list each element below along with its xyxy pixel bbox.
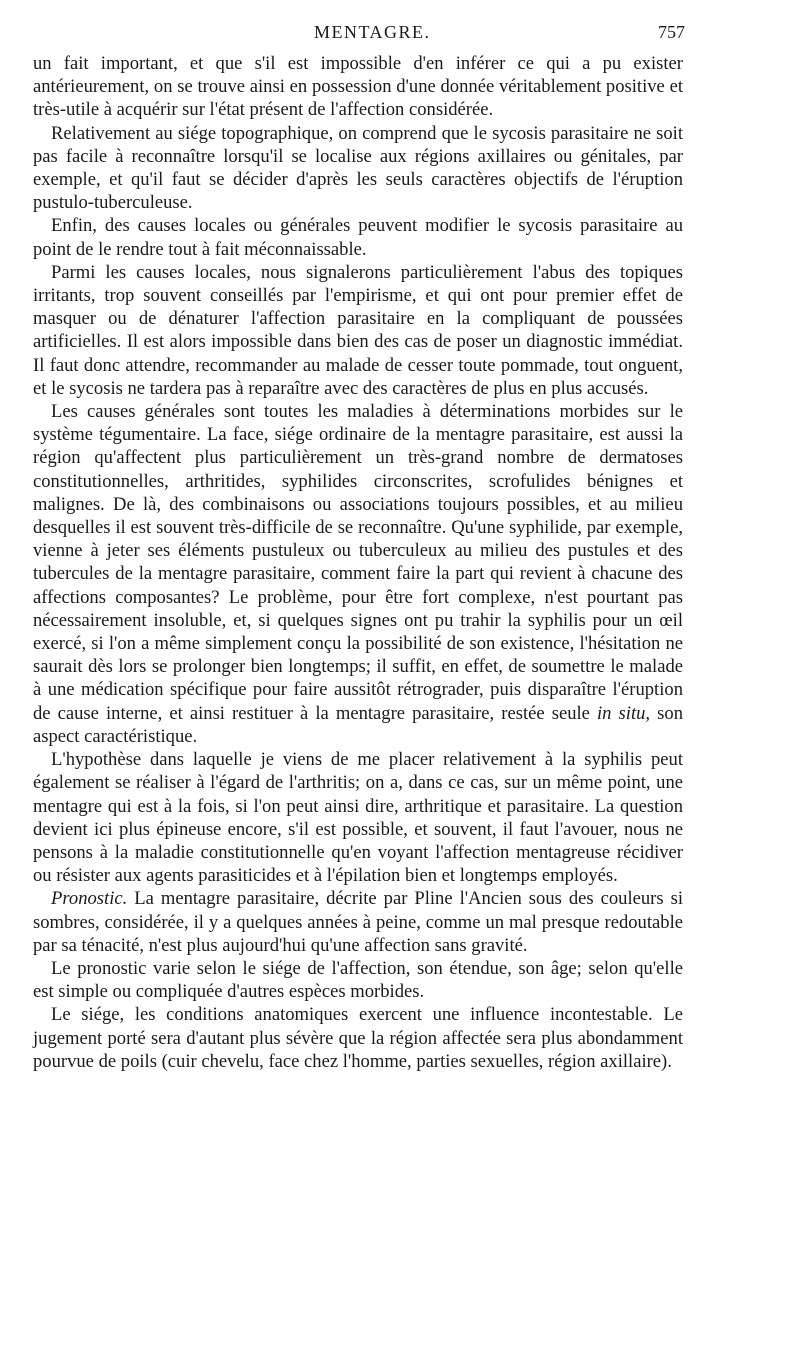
- paragraph-2: Relativement au siége topographique, on comprend que le sycosis parasitaire ne soit pas facile à reconnaître lorsqu'il se localise aux régions axillaires ou génitales, par exemple, et qu'il faut se décider d'après les seuls caractères objectifs de l'éruption pustulo-tuberculeuse.: [33, 122, 683, 214]
- paragraph-5-text-b: son aspect caractéristique.: [33, 702, 684, 747]
- page-header: [33, 22, 683, 52]
- running-title: MENTAGRE.: [314, 22, 431, 42]
- paragraph-5-italic: in situ,: [597, 702, 651, 724]
- body-text: [33, 52, 683, 1073]
- paragraph-3: Enfin, des causes locales ou générales peuvent modifier le sycosis parasitaire au point de le rendre tout à fait méconnaissable.: [33, 215, 683, 260]
- paragraph-8: Le pronostic varie selon le siége de l'affection, son étendue, son âge; selon qu'elle est simple ou compliquée d'autres espèces morbides.: [33, 957, 683, 1003]
- paragraph-7: [33, 887, 683, 957]
- paragraph-6: L'hypothèse dans laquelle je viens de me placer relativement à la syphilis peut également se réaliser à l'égard de l'arthritis; on a, dans ce cas, sur un même point, une mentagre qui est à la fois, si l'on peut ainsi dire, arthritique et parasitaire. La question devient ici plus épineuse encore, s'il est possible, et souvent, il faut l'avouer, nous ne pensons à la maladie constitutionnelle qu'en voyant l'affection mentagreuse récidiver ou résister aux agents parasiticides et à l'épilation bien et longtemps employés.: [33, 749, 683, 887]
- paragraph-1: un fait important, et que s'il est impossible d'en inférer ce qui a pu exister antérieurement, on se trouve ainsi en possession d'une donnée véritablement positive et très-utile à acquérir sur l'état présent de l'affection considérée.: [33, 53, 683, 121]
- section-heading-pronostic: Pronostic.: [51, 888, 128, 910]
- paragraph-4: Parmi les causes locales, nous signalerons particulièrement l'abus des topiques irritants, trop souvent conseillés par l'empirisme, et qui ont pour premier effet de masquer ou de dénaturer l'affection parasitaire en la compliquant de poussées artificielles. Il est alors impossible dans bien des cas de poser un diagnostic immédiat. Il faut donc attendre, recommander au malade de cesser toute pommade, tout onguent, et le sycosis ne tardera pas à reparaître avec des caractères de plus en plus accusés.: [33, 261, 683, 399]
- book-page: [33, 22, 683, 1073]
- paragraph-7-text: La mentagre parasitaire, décrite par Pline l'Ancien sous des couleurs si sombres, considérée, il y a quelques années à peine, comme un mal presque redoutable par sa ténacité, n'est plus aujourd'hui qu'une affection sans gravité.: [33, 888, 683, 956]
- page-number: 757: [658, 22, 685, 42]
- paragraph-5: [33, 400, 683, 748]
- paragraph-9: Le siége, les conditions anatomiques exercent une influence incontestable. Le jugement porté sera d'autant plus sévère que la région affectée sera plus abondamment pourvue de poils (cuir chevelu, face chez l'homme, parties sexuelles, région axillaire).: [33, 1004, 683, 1072]
- paragraph-5-text-a: Les causes générales sont toutes les maladies à déterminations morbides sur le système tégumentaire. La face, siége ordinaire de la mentagre parasitaire, est aussi la région qu'affectent plus particulièrement un très-grand nombre de dermatoses constitutionnelles, arthritides, syphilides circonscrites, scrofulides bénignes et malignes. De là, des combinaisons ou associations toujours possibles, et au milieu desquelles il est souvent très-difficile de se reconnaître. Qu'une syphilide, par exemple, vienne à jeter ses éléments pustuleux ou tuberculeux au milieu des pustules et des tubercules de la mentagre parasitaire, comment faire la part qui revient à chacune des affections composantes? Le problème, pour être fort complexe, n'est pourtant pas nécessairement insoluble, et, si quelques signes ont pu trahir la syphilis pour un œil exercé, si l'on a même simplement conçu la possibilité de son existence, l'hésitation ne saurait dès lors se prolonger bien longtemps; il suffit, en effet, de soumettre le malade à une médication spécifique pour faire aussitôt rétrograder, puis disparaître l'éruption de cause interne, et ainsi restituer à la mentagre parasitaire, restée seule: [33, 401, 683, 724]
